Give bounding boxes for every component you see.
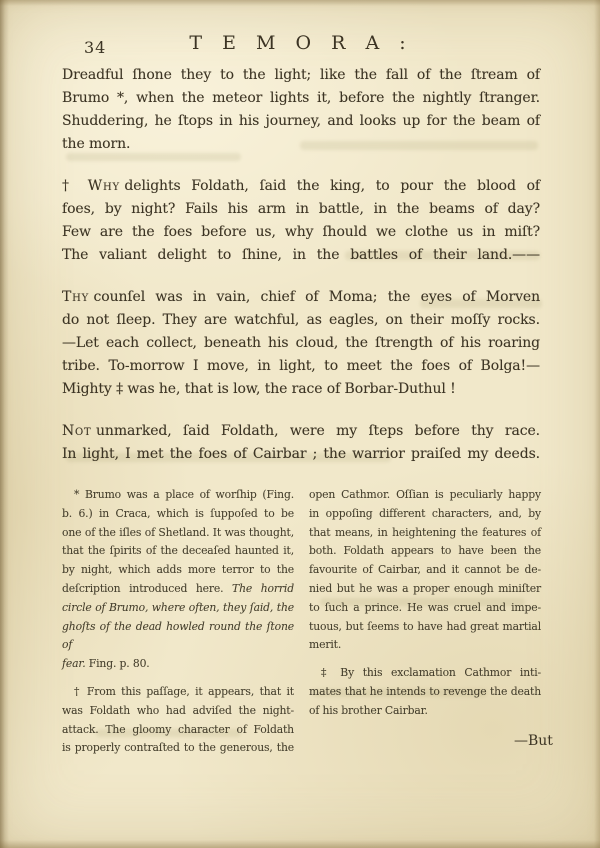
footnote-line: to ſuch a prince. He was cruel and impe- <box>309 600 541 614</box>
footnote-double-dagger <box>309 664 541 720</box>
footnote-line: ‡ By this exclamation Cathmor inti- <box>321 666 541 680</box>
footnote-line <box>62 655 294 674</box>
line-rest: counſel was in vain, chief of Moma; the eyes of Morven <box>93 289 540 305</box>
text-line: the morn. <box>62 136 131 152</box>
footnote-line: in oppoſing different characters, and, by <box>309 506 541 520</box>
text-line: foes, by night? Fails his arm in battle, in the beams of day? <box>62 201 540 217</box>
footnote-line: circle of Brumo, where often, they ſaid, the <box>62 600 294 614</box>
footnote-star <box>62 486 294 674</box>
footnote-line: was Foldath who had adviſed the night- <box>62 703 294 717</box>
text-line: Mighty ‡ was he, that is low, the race of Borbar-Duthul ! <box>62 381 456 397</box>
small-caps-lead: Not <box>62 423 92 439</box>
footnote-column-right <box>309 486 541 758</box>
running-title: T E M O R A : <box>189 32 413 54</box>
footnote-line: b. 6.) in Craca, which is ſuppoſed to be <box>62 506 294 520</box>
footnote-line: ghoſts of the dead howled round the ſtone of <box>62 619 294 652</box>
footnote-star-continued <box>309 486 541 655</box>
text-line <box>62 420 540 443</box>
italic-segment: fear. <box>62 657 89 671</box>
text-line: Shuddering, he ſtops in his journey, and looks up for the beam of <box>62 113 540 129</box>
text-line: Brumo *, when the meteor lights it, before the nightly ſtranger. <box>62 90 540 106</box>
footnote-line: mates that he intends to revenge the death <box>309 684 541 698</box>
text-line: Dreadful ſhone they to the light; like the fall of the ſtream of <box>62 67 540 83</box>
page-edge-shadow-right <box>594 0 600 848</box>
line-rest: delights Foldath, ſaid the king, to pour the blood of <box>124 178 540 194</box>
footnote-line: one of the iſles of Shetland. It was thought, <box>62 525 294 539</box>
text-line <box>62 286 540 309</box>
text-line: tribe. To-morrow I move, in light, to meet the foes of Bolga!— <box>62 358 540 374</box>
line-rest: unmarked, ſaid Foldath, were my ſteps before thy race. <box>96 423 540 439</box>
footnote-line: nied but he was a proper enough miniſter <box>309 581 541 595</box>
footnotes-section <box>62 486 541 758</box>
text-line: In light, I met the foes of Cairbar ; the warrior praiſed my deeds. <box>62 446 540 462</box>
text-line: The valiant delight to ſhine, in the battles of their land.—— <box>62 247 540 263</box>
footnote-line: is properly contraſted to the generous, the <box>62 741 294 755</box>
footnote-line: * Brumo was a place of worſhip (Fing. <box>74 488 294 501</box>
paragraph <box>62 420 540 466</box>
footnote-column-left <box>62 486 294 758</box>
footnote-line <box>62 580 294 599</box>
roman-segment: deſcription introduced here. <box>62 581 233 595</box>
text-line: —Let each collect, beneath his cloud, the ſtrength of his roaring <box>62 335 540 351</box>
page-edge-shadow-left <box>0 0 9 848</box>
footnote-line: open Cathmor. Oſſian is peculiarly happy <box>309 488 541 501</box>
footnote-line: merit. <box>309 638 342 652</box>
footnote-line: by night, which adds more terror to the <box>62 563 294 577</box>
page-edge-shadow-top <box>0 0 600 6</box>
footnote-dagger <box>62 683 294 758</box>
text-line: do not ſleep. They are watchful, as eagles, on their moſſy rocks. <box>62 312 540 328</box>
text-line: Few are the foes before us, why ſhould we clothe us in miſt? <box>62 224 540 240</box>
small-caps-lead: † Why <box>62 178 120 194</box>
footnote-line: favourite of Cairbar, and it cannot be de- <box>309 563 541 577</box>
footnote-line: that means, in heightening the features of <box>309 525 541 539</box>
footnote-line: † From this paſſage, it appears, that it <box>74 684 294 698</box>
page-number: 34 <box>84 38 107 57</box>
roman-segment: Fing. p. 80. <box>88 657 150 671</box>
paragraph <box>62 64 540 156</box>
footnote-line: tuous, but ſeems to have had great martial <box>309 619 541 633</box>
text-line <box>62 175 540 198</box>
footnote-line: attack. The gloomy character of Foldath <box>62 722 294 736</box>
footnote-line: that the ſpirits of the deceaſed haunted it, <box>62 544 294 558</box>
italic-segment: The horrid <box>232 581 294 595</box>
main-text-block <box>62 64 540 485</box>
small-caps-lead: Thy <box>62 289 90 305</box>
catchword: —But <box>514 733 553 749</box>
footnote-line: of his brother Cairbar. <box>309 703 428 717</box>
footnote-line: both. Foldath appears to have been the <box>309 544 541 558</box>
paragraph <box>62 286 540 401</box>
paragraph <box>62 175 540 267</box>
page-edge-shadow-bottom <box>0 840 600 848</box>
